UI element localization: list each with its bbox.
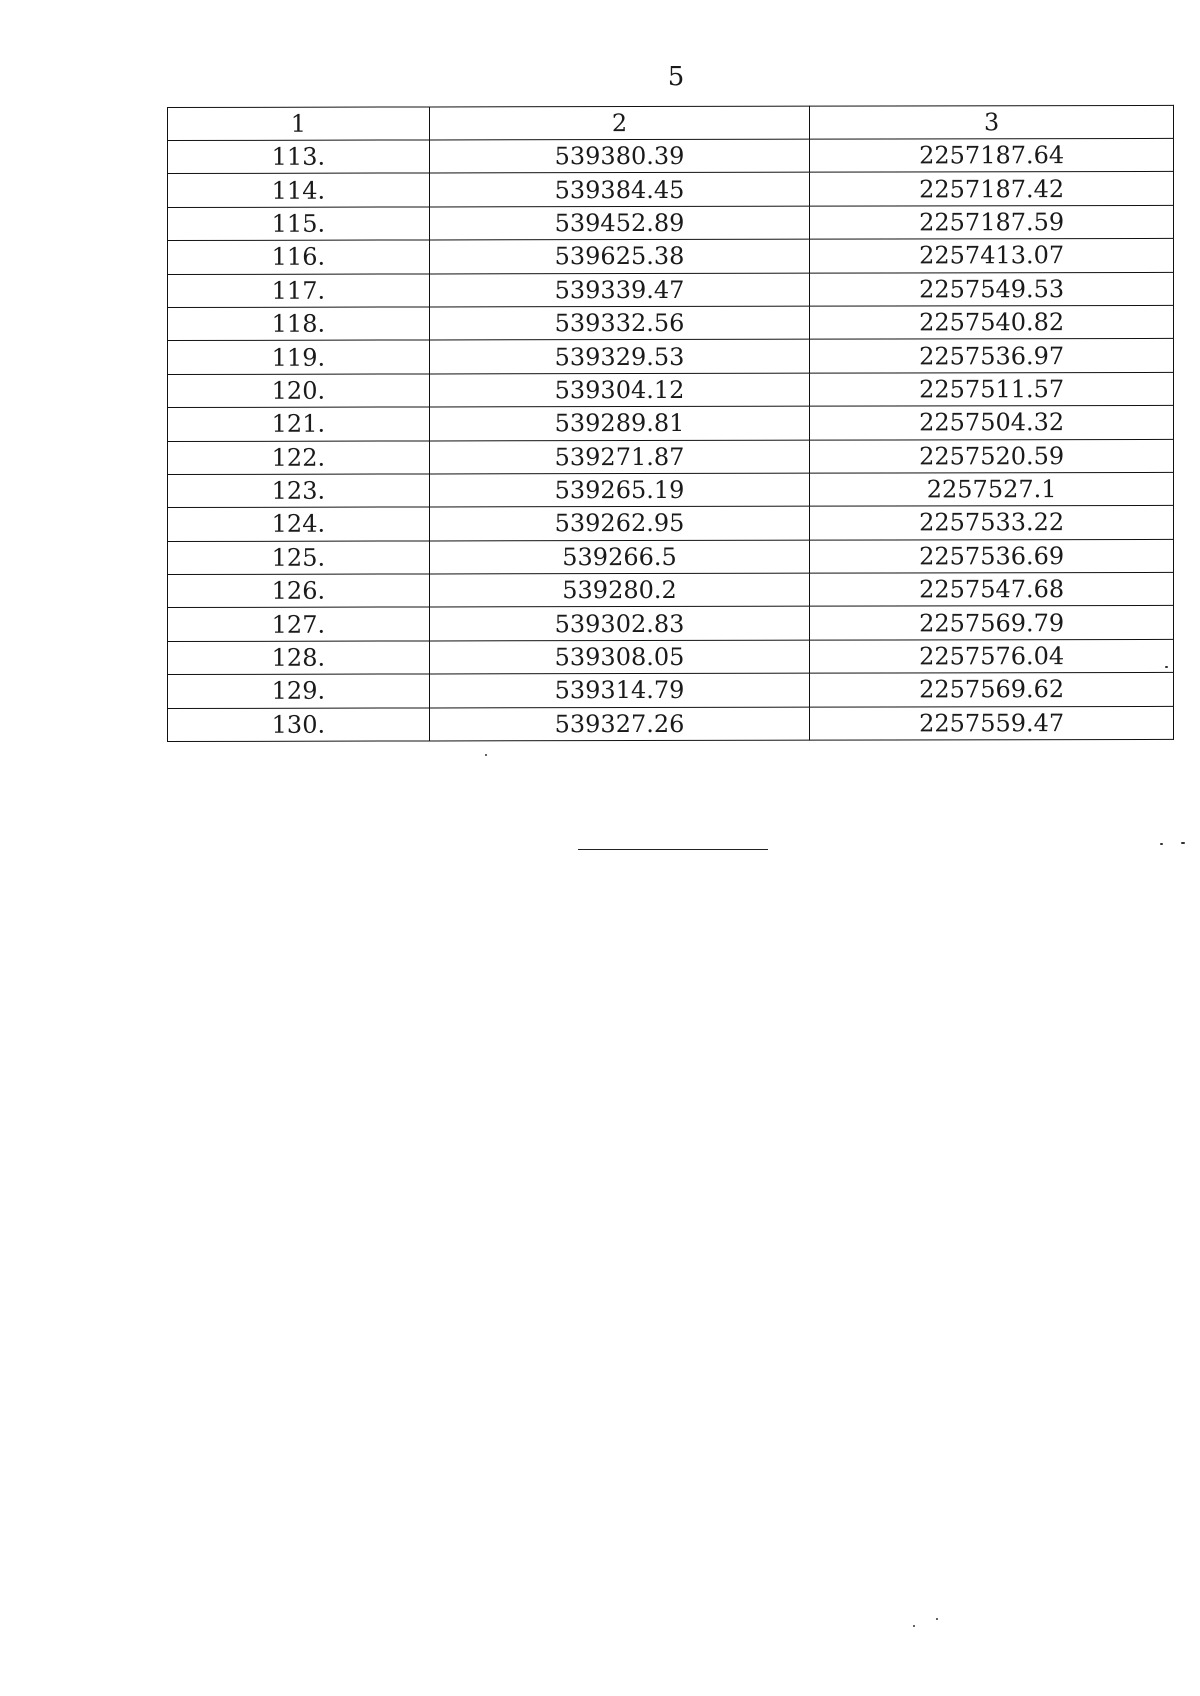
x-coordinate-cell: 539380.39 xyxy=(429,139,810,173)
point-number-cell: 123. xyxy=(168,474,430,508)
x-coordinate-cell: 539271.87 xyxy=(429,440,810,474)
x-coordinate-cell: 539262.95 xyxy=(429,506,810,540)
x-coordinate-cell: 539332.56 xyxy=(429,306,810,340)
point-number-cell: 115. xyxy=(168,207,430,241)
y-coordinate-cell: 2257527.1 xyxy=(810,472,1174,506)
y-coordinate-cell: 2257520.59 xyxy=(810,439,1174,473)
point-number-cell: 129. xyxy=(168,674,430,708)
column-header-1: 1 xyxy=(168,107,430,141)
table-row xyxy=(168,372,1174,407)
table-row xyxy=(168,205,1174,240)
point-number-cell: 114. xyxy=(168,173,430,207)
point-number-cell: 126. xyxy=(168,574,430,608)
scan-speck xyxy=(913,1625,915,1627)
point-number-cell: 119. xyxy=(168,340,430,374)
x-coordinate-cell: 539452.89 xyxy=(429,206,810,240)
table-row xyxy=(168,339,1174,374)
y-coordinate-cell: 2257187.59 xyxy=(810,205,1174,239)
table-row xyxy=(168,673,1174,708)
y-coordinate-cell: 2257511.57 xyxy=(810,372,1174,406)
y-coordinate-cell: 2257536.97 xyxy=(810,339,1174,373)
table-row xyxy=(168,305,1174,340)
point-number-cell: 117. xyxy=(168,274,430,308)
x-coordinate-cell: 539329.53 xyxy=(429,339,810,373)
point-number-cell: 116. xyxy=(168,240,430,274)
point-number-cell: 121. xyxy=(168,407,430,441)
x-coordinate-cell: 539302.83 xyxy=(429,607,810,641)
y-coordinate-cell: 2257547.68 xyxy=(810,572,1174,606)
y-coordinate-cell: 2257540.82 xyxy=(810,305,1174,339)
x-coordinate-cell: 539289.81 xyxy=(429,406,810,440)
y-coordinate-cell: 2257187.42 xyxy=(810,172,1174,206)
scan-speck xyxy=(936,1618,938,1620)
x-coordinate-cell: 539266.5 xyxy=(429,540,810,574)
table-body xyxy=(168,138,1174,741)
table-row xyxy=(168,406,1174,441)
x-coordinate-cell: 539314.79 xyxy=(429,673,810,707)
point-number-cell: 125. xyxy=(168,541,430,575)
x-coordinate-cell: 539265.19 xyxy=(429,473,810,507)
x-coordinate-cell: 539280.2 xyxy=(429,573,810,607)
y-coordinate-cell: 2257187.64 xyxy=(810,138,1174,172)
table-row xyxy=(168,639,1174,674)
scan-speck xyxy=(1181,842,1185,844)
page-number: 5 xyxy=(667,62,685,92)
table-row xyxy=(168,239,1174,274)
table-row xyxy=(168,706,1174,741)
scan-speck xyxy=(1165,666,1168,668)
table-row xyxy=(168,138,1174,173)
point-number-cell: 118. xyxy=(168,307,430,341)
point-number-cell: 120. xyxy=(168,374,430,408)
x-coordinate-cell: 539327.26 xyxy=(429,707,810,741)
column-header-2: 2 xyxy=(429,106,810,140)
x-coordinate-cell: 539308.05 xyxy=(429,640,810,674)
coordinates-table xyxy=(167,105,1174,742)
y-coordinate-cell: 2257413.07 xyxy=(810,239,1174,273)
x-coordinate-cell: 539625.38 xyxy=(429,239,810,273)
y-coordinate-cell: 2257569.79 xyxy=(810,606,1174,640)
point-number-cell: 124. xyxy=(168,507,430,541)
point-number-cell: 128. xyxy=(168,641,430,675)
table-row xyxy=(168,439,1174,474)
y-coordinate-cell: 2257533.22 xyxy=(810,506,1174,540)
point-number-cell: 122. xyxy=(168,440,430,474)
point-number-cell: 130. xyxy=(168,708,430,742)
y-coordinate-cell: 2257504.32 xyxy=(810,406,1174,440)
table-row xyxy=(168,539,1174,574)
x-coordinate-cell: 539384.45 xyxy=(429,173,810,207)
end-separator-line xyxy=(578,849,768,850)
y-coordinate-cell: 2257549.53 xyxy=(810,272,1174,306)
table-row xyxy=(168,606,1174,641)
column-header-3: 3 xyxy=(810,105,1174,139)
y-coordinate-cell: 2257536.69 xyxy=(810,539,1174,573)
point-number-cell: 127. xyxy=(168,607,430,641)
table-row xyxy=(168,572,1174,607)
table-row xyxy=(168,506,1174,541)
point-number-cell: 113. xyxy=(168,140,430,174)
scan-speck xyxy=(1160,843,1163,845)
table-row xyxy=(168,472,1174,507)
y-coordinate-cell: 2257576.04 xyxy=(810,639,1174,673)
table-header-row xyxy=(168,105,1174,140)
scan-speck xyxy=(485,754,487,756)
x-coordinate-cell: 539304.12 xyxy=(429,373,810,407)
table-row xyxy=(168,172,1174,207)
y-coordinate-cell: 2257569.62 xyxy=(810,673,1174,707)
table-row xyxy=(168,272,1174,307)
table-header xyxy=(168,105,1174,140)
x-coordinate-cell: 539339.47 xyxy=(429,273,810,307)
y-coordinate-cell: 2257559.47 xyxy=(810,706,1174,740)
